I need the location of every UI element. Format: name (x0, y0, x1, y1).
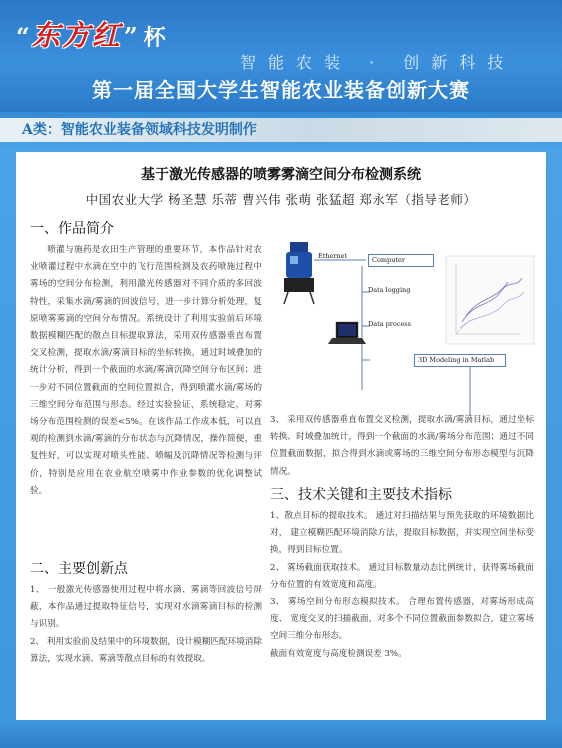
tech-list (270, 508, 534, 663)
brand-quote-open: “ (16, 22, 30, 51)
tech-item: 截面有效宽度与高度检测误差 3%。 (270, 648, 407, 659)
tech-item: 3、 雾场空间分布形态模拟技术。 合理布置传感器，对雾场形成高度、 宽度交叉的扫描截面，对多个不同位置截面参数拟合，建立雾场空间三维分布形态。 (270, 597, 534, 642)
category-bar: A类：智能农业装备领域科技发明制作 (0, 118, 562, 142)
intro-heading: 一、作品简介 (30, 221, 114, 237)
tech-heading: 三、技术关键和主要技术指标 (270, 487, 452, 503)
data-logging-label: Data logging (368, 286, 411, 294)
project-authors: 中国农业大学 杨圣慧 乐蒂 曹兴伟 张萌 张猛超 郑永军（指导老师） (85, 192, 477, 207)
poster-content (16, 152, 546, 720)
ethernet-label: Ethernet (318, 252, 348, 260)
right-paragraph: 3、 采用双传感器垂直布置交叉检测，提取水滴/雾滴目标，通过坐标转换、时域叠加统计，得到一个截面的水滴/雾场分布范围；通过不同位置截面数据，拟合得到水滴或雾场的三维空间分布形态模型与沉降情况。 (270, 415, 534, 477)
laser-sensor-icon (284, 242, 314, 304)
footer-band (0, 720, 562, 748)
innovation-list (30, 582, 262, 668)
innovation-item: 2、 利用实验前及结果中的环境数据，设计模糊匹配环境消除算法，实现水滴、雾滴等散点目标的有效提取。 (30, 636, 262, 664)
tech-item: 2、 雾场截面获取技术。 通过目标数量动态比例统计，获得雾场截面分布位置的有效宽度和高度。 (270, 562, 534, 590)
modeling-box: 3D Modeling in Matlab (414, 354, 506, 367)
tech-item: 1、散点目标的提取技术。 通过对扫描结果与预先获取的环境数据比对， 建立模糊匹配环境消除方法，提取目标数据，并实现空间坐标变换，得到目标位置。 (270, 511, 534, 556)
innovation-item: 1、 一般激光传感器使用过程中将水滴、雾滴等回波信号屏蔽，本作品通过提取特征信号，实现对水滴雾滴目标的检测与识别。 (30, 585, 262, 630)
data-process-label: Data process (368, 320, 411, 328)
brand-cup: 杯 (143, 26, 166, 51)
brand-quote-close: ” (123, 22, 138, 51)
3d-plot-icon (446, 256, 534, 344)
brand-logo (16, 14, 166, 54)
intro-text: 喷灌与施药是农田生产管理的重要环节，本作品针对农业喷灌过程中水滴在空中的飞行范围检测及农药喷施过程中雾场的空间分布检测，利用激光传感器对不同介质的多回波特性，采集水滴/雾滴的回波信号，进一步计算分析处理，复原喷雾雾滴的空间分布情况。系统设计了利用实验前后环境数据模糊匹配的散点目标提取算法，采用双传感器垂直布置交叉检测，提取水滴/雾滴目标的坐标转换，通过时域叠加的统计分析，得到一个截面的水滴/雾滴沉降空间分布区间；进一步对不同位置截面的空间位置拟合，得到喷灌水滴/雾场的三维空间分布范围与形态。经过实验验证，系统稳定，对雾场分布范围检测的误差<5%。在该作品工作成本低，可以直观的检测到水滴/雾滴的分布状态与沉降情况，操作简便，重复性好，可以实现对喷头性能、喷幅及沉降情况等检测与评价，特别是应用在农业航空喷雾中作业参数的优化调整试验。 (30, 245, 262, 496)
brand-name: 东方红 (31, 19, 122, 52)
competition-title: 第一届全国大学生智能农业装备创新大赛 (92, 78, 470, 102)
project-title: 基于激光传感器的喷雾雾滴空间分布检测系统 (141, 167, 421, 183)
innovation-heading: 二、主要创新点 (30, 561, 128, 577)
laptop-icon (328, 322, 366, 344)
system-diagram (270, 230, 540, 430)
computer-box: Computer (368, 254, 434, 267)
slogan: 智能农装 · 创新科技 (240, 53, 516, 72)
